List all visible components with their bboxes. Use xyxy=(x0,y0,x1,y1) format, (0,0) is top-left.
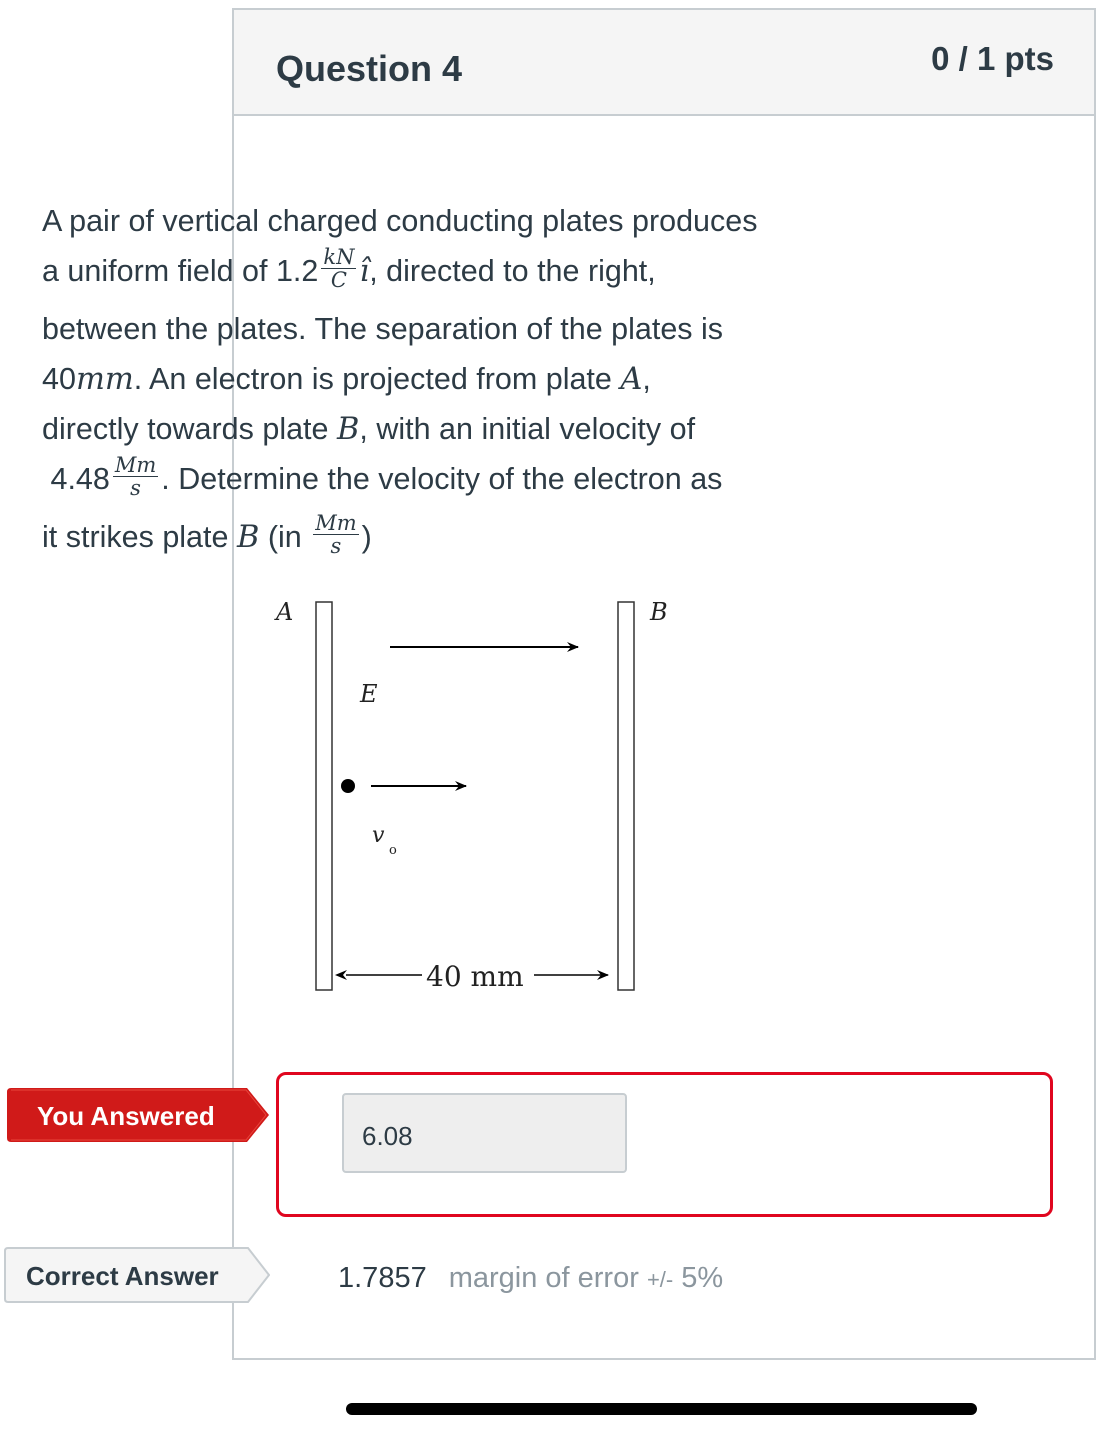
correct-answer-value: 1.7857 xyxy=(338,1262,427,1294)
question-points: 0 / 1 pts xyxy=(931,40,1054,77)
unit-vector-i: î xyxy=(359,254,370,289)
electron-dot xyxy=(341,779,355,793)
correct-answer-label: Correct Answer xyxy=(26,1261,219,1291)
you-answered-label: You Answered xyxy=(37,1101,215,1131)
plate-b xyxy=(618,602,634,990)
question-line-7: it strikes plate B (in $\frac{Mm}{s}$ ) xyxy=(42,511,372,559)
fraction-kn-per-c: $\frac{kN}{C}$ xyxy=(323,245,355,293)
fraction-mm-per-s: $\frac{Mm}{s}$ xyxy=(114,453,157,501)
margin-of-error: margin of error +/- 5% xyxy=(448,1262,724,1294)
question-header xyxy=(234,10,1094,116)
plate-a xyxy=(316,602,332,990)
plates-diagram xyxy=(268,590,688,1000)
question-line-6: 4.48 $\frac{Mm}{s}$ . Determine the velocity of the electron as xyxy=(50,453,723,501)
question-title: Question 4 xyxy=(276,48,463,89)
fraction-mm-per-s-units: $\frac{Mm}{s}$ xyxy=(315,511,357,559)
question-line-3: between the plates. The separation of the plates is xyxy=(42,312,724,346)
home-indicator[interactable] xyxy=(346,1403,977,1415)
velocity-subscript: o xyxy=(389,843,397,858)
question-line-1: A pair of vertical charged conducting plates produces xyxy=(42,204,758,238)
plate-b-label: B xyxy=(650,598,668,626)
plate-a-label: A xyxy=(276,598,294,626)
velocity-label: v xyxy=(372,823,385,848)
question-line-2: a uniform field of 1.2 $\frac{kN}{C}$ î, directed to the right, xyxy=(42,245,656,293)
question-line-5: directly towards plate B, with an initial velocity of xyxy=(42,412,696,447)
question-line-4: 40mm. An electron is projected from plate A, xyxy=(42,362,651,397)
separation-label: 40 mm xyxy=(426,960,524,993)
your-answer-field: 6.08 xyxy=(342,1093,627,1173)
field-label: E xyxy=(360,680,378,708)
correct-answer-value-row xyxy=(338,1262,723,1295)
question-text xyxy=(42,196,832,562)
